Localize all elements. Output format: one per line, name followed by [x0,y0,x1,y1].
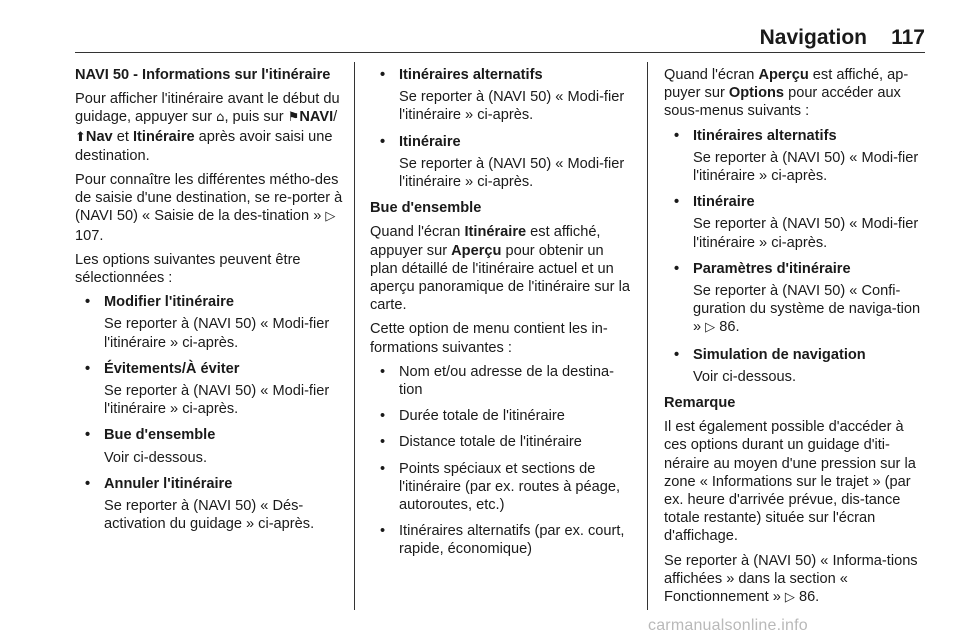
submenu-list [664,127,926,386]
item-text: Se reporter à (NAVI 50) « Modi-fier l'itinéraire » ci-après. [104,383,330,418]
item-label: Itinéraire [399,133,461,150]
ref-arrow-icon: ▷ [325,209,336,225]
keyword: Itinéraire [132,128,195,145]
column-divider-2 [647,62,648,610]
text: pour obtenir un plan détaillé de l'itinéraire actuel et un aperçu panoramique de l'itinéraire sur la carte. [370,242,630,314]
text: , puis sur [224,109,288,126]
text: / [333,109,338,126]
remark-text: Il est également possible d'accéder à ces options durant un guidage d'iti-néraire au moyen d'une pression sur la zone « Informations sur le trajet » (par ex. heure d'arrivée prévue, dis-tance totale restante) située sur l'écran d'affichage. [664,419,916,545]
item-label: Simulation de navigation [693,346,866,363]
text: est affiché, ap-puyer sur [664,67,909,102]
item-text: Se reporter à (NAVI 50) « Modi-fier l'itinéraire » ci-après. [693,216,919,251]
item-text: Voir ci-dessous. [104,449,208,466]
keyword: Itinéraire [464,224,527,241]
list-item [370,460,635,515]
watermark: carmanualsonline.info [648,617,808,634]
bullet: • [674,127,680,144]
item-label: Bue d'ensemble [104,427,216,444]
bullet: • [674,260,680,277]
list-item [370,407,635,425]
list-item [75,293,345,352]
item-text: Durée totale de l'itinéraire [399,408,565,425]
item-label: Paramètres d'itinéraire [693,260,851,277]
list-item [370,433,635,451]
item-text: Se reporter à (NAVI 50) « Modi-fier l'itinéraire » ci-après. [399,89,625,124]
item-label: Annuler l'itinéraire [104,475,233,492]
bullet: • [380,434,386,451]
keyword: Nav [85,128,113,145]
paragraph: Cette option de menu contient les in-formations suivantes : [370,321,608,356]
paragraph [75,90,345,165]
page-ref: 86. [719,319,740,336]
item-label: Itinéraires alternatifs [399,67,543,83]
paragraph [664,552,926,608]
section-heading: NAVI 50 - Informations sur l'itinéraire [75,67,331,83]
text: Se reporter à (NAVI 50) « Confi-guration du système de naviga-tion » [693,283,921,336]
list-item [75,360,345,419]
ref-arrow-icon: ▷ [705,320,716,336]
page-header [75,26,925,50]
text: et [112,128,133,145]
item-text: Voir ci-dessous. [693,368,797,385]
option-list [75,293,345,533]
paragraph [370,223,635,314]
keyword: Options [728,85,785,102]
page-ref: 86. [798,589,820,606]
list-item [664,193,926,252]
list-item [664,260,926,338]
item-text: Se reporter à (NAVI 50) « Modi-fier l'itinéraire » ci-après. [693,149,919,185]
text: pour accéder aux sous-menus suivants : [664,85,901,120]
header-rule [75,52,925,53]
item-label: Itinéraires alternatifs [693,127,837,144]
column-2 [370,66,635,567]
paragraph: Les options suivantes peuvent être sélectionnées : [75,251,301,287]
item-label: Évitements/À éviter [104,360,240,377]
page-title: Navigation [759,26,867,49]
list-item [370,363,635,399]
bullet: • [674,346,680,363]
column-3 [664,66,926,613]
home-icon: ⌂ [216,110,225,126]
column-1 [75,66,345,541]
item-text: Itinéraires alternatifs (par ex. court, rapide, économique) [399,523,625,558]
arrow-up-icon: ⬆ [75,129,86,145]
paragraph [664,66,926,121]
option-list [370,66,635,191]
bullet: • [674,194,680,211]
bullet: • [85,475,91,492]
list-item [664,127,926,186]
text: Quand l'écran [370,224,465,241]
item-text: Se reporter à (NAVI 50) « Dés-activation du guidage » ci-après. [104,498,315,533]
list-item [75,426,345,466]
text: Se reporter à (NAVI 50) « Informa-tions affichées » dans la section « Fonctionnement » [664,552,918,606]
text: Pour connaître les différentes métho-des de saisie d'une destination, se re-porter à (NAVI 50) « Saisie de la des-tination » [75,172,343,225]
item-text: Se reporter à (NAVI 50) « Modi-fier l'itinéraire » ci-après. [104,316,330,351]
bullet: • [380,523,386,540]
column-divider-1 [354,62,355,610]
ref-arrow-icon: ▷ [784,590,795,606]
bullet: • [85,294,91,311]
item-label: Modifier l'itinéraire [104,294,234,311]
section-heading: Bue d'ensemble [370,200,482,217]
remark-title: Remarque [664,395,736,412]
list-item [370,66,635,125]
bullet: • [380,133,386,150]
flag-icon: ⚑ [287,110,300,126]
bullet: • [85,360,91,377]
page-ref: 107. [75,227,104,244]
list-item [75,475,345,534]
item-text [693,282,926,338]
list-item [370,133,635,192]
item-label: Itinéraire [693,194,755,211]
text: est affiché, appuyer sur [370,224,601,259]
keyword: NAVI [299,109,334,126]
bullet: • [85,427,91,444]
bullet: • [380,67,386,83]
item-text: Se reporter à (NAVI 50) « Modi-fier l'itinéraire » ci-après. [399,155,625,191]
item-text: Distance totale de l'itinéraire [399,434,582,451]
item-text: Points spéciaux et sections de l'itinéraire (par ex. routes à péage, autoroutes, etc.) [399,460,621,514]
info-list [370,363,635,559]
bullet: • [380,460,386,477]
list-item [370,522,635,558]
item-text: Nom et/ou adresse de la destina-tion [399,363,614,399]
page-number: 117 [891,26,925,49]
text: après avoir saisi une destination. [75,128,333,164]
bullet: • [380,363,386,380]
keyword: Aperçu [451,242,502,259]
text: Quand l'écran [664,67,759,83]
paragraph [75,171,345,245]
bullet: • [380,408,386,425]
text: Pour afficher l'itinéraire avant le début du guidage, appuyer sur [75,91,340,126]
keyword: Aperçu [758,67,809,83]
list-item [664,346,926,386]
